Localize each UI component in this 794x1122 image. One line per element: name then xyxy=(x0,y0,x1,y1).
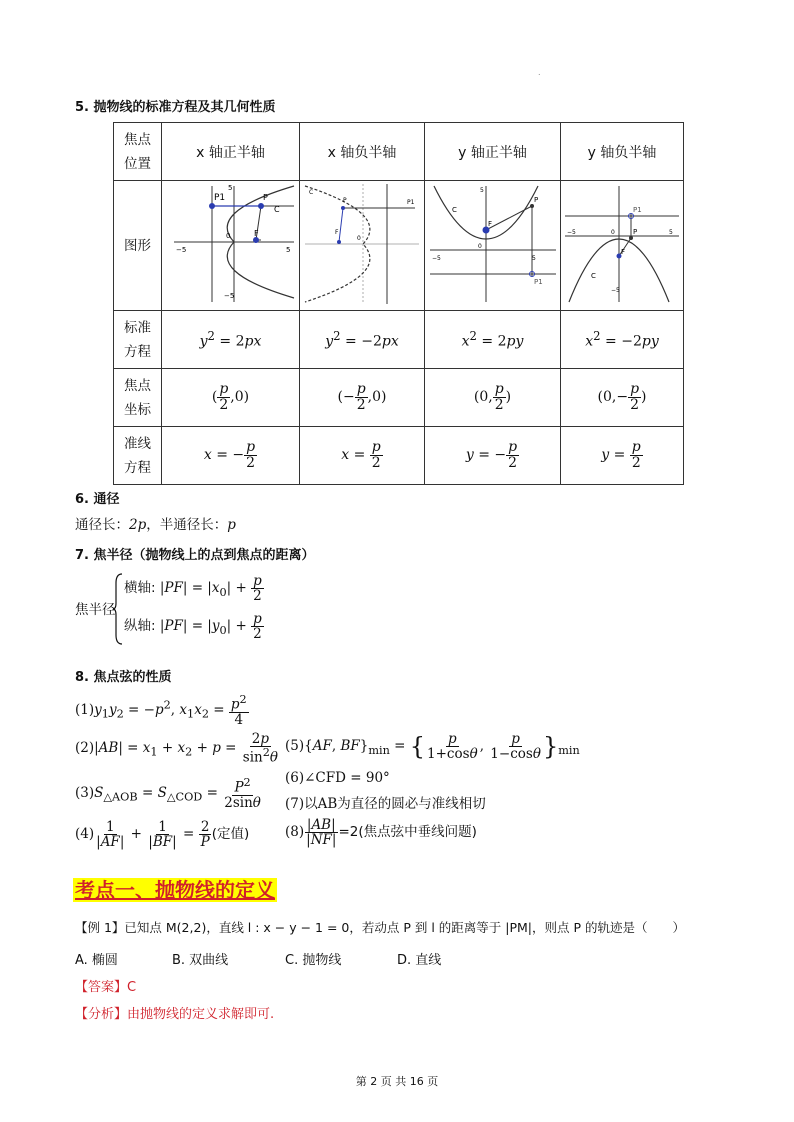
focal-radius-horizontal: 横轴: $|PF| = |x_0|$ + $\frac{p}{2}$ xyxy=(124,573,262,605)
section-6-title: 6. 通径 xyxy=(75,492,120,507)
parabola-down-svg xyxy=(563,182,681,306)
eq-y-negative: $x^2 = -2py$ xyxy=(561,311,684,369)
latus-rectum-text: 通径长：2p，半通径长：p xyxy=(75,517,236,533)
section-7-title: 7. 焦半径（抛物线上的点到焦点的距离） xyxy=(75,548,315,563)
svg-text:P1: P1 xyxy=(633,205,642,214)
chord-prop-6: (6)∠CFD = 90° xyxy=(285,770,390,786)
graph-x-positive xyxy=(162,181,300,311)
option-a: A. 椭圆 xyxy=(75,953,118,968)
section-8-title: 8. 焦点弦的性质 xyxy=(75,670,172,685)
svg-text:−5: −5 xyxy=(431,254,441,262)
example-1-question: 【例 1】已知点 M(2,2)，直线 l : x − y − 1 = 0，若动点 P 到 l 的距离等于 |PM|，则点 P 的轨迹是（ ） xyxy=(75,920,685,935)
focus-y-positive: (0, $\frac{p}{2}$ ) xyxy=(425,369,561,427)
directrix-y-negative: y = $\frac{p}{2}$ xyxy=(561,427,684,485)
answer: 【答案】C xyxy=(75,980,137,995)
row-header-equation: 标准方程 xyxy=(114,311,162,369)
svg-text:5: 5 xyxy=(227,183,232,192)
parabola-up-svg xyxy=(428,182,558,306)
chord-prop-1: $(1)y_1y_2 = -p^2$, $x_1x_2$ = $\frac{p^2}{4}$ xyxy=(75,693,247,728)
svg-text:F: F xyxy=(253,228,259,238)
chord-prop-3: $(3)S_{\triangle AOB} = S_{\triangle COD}$ = $\frac{P^2}{2\sin\theta}$ xyxy=(75,776,261,811)
label-p1: P1 xyxy=(213,192,225,203)
directrix-x-negative: x = $\frac{p}{2}$ xyxy=(300,427,425,485)
svg-text:P1: P1 xyxy=(533,277,543,286)
svg-text:5: 5 xyxy=(479,186,484,194)
col-header-x-negative: x 轴负半轴 xyxy=(300,123,425,181)
svg-text:0: 0 xyxy=(225,231,230,240)
svg-text:0: 0 xyxy=(477,242,482,250)
svg-text:−5: −5 xyxy=(567,228,576,236)
page-footer: 第 2 页 共 16 页 xyxy=(355,1075,439,1088)
chord-prop-7: (7)以AB为直径的圆必与准线相切 xyxy=(285,796,486,812)
row-header-directrix: 准线方程 xyxy=(114,427,162,485)
svg-text:5: 5 xyxy=(285,245,290,254)
section-5-title: 5. 抛物线的标准方程及其几何性质 xyxy=(75,100,276,115)
analysis: 【分析】由抛物线的定义求解即可. xyxy=(75,1007,275,1022)
svg-text:F: F xyxy=(487,219,492,228)
svg-text:P1: P1 xyxy=(407,198,415,206)
graph-y-negative xyxy=(561,181,684,311)
svg-text:F: F xyxy=(621,247,626,256)
row-header-focus: 焦点坐标 xyxy=(114,369,162,427)
focal-radius-brace xyxy=(113,573,123,645)
svg-text:P: P xyxy=(533,195,538,204)
svg-text:C: C xyxy=(451,205,457,214)
svg-text:5: 5 xyxy=(669,228,673,236)
svg-text:0: 0 xyxy=(611,228,615,236)
svg-text:P: P xyxy=(343,196,347,204)
eq-y-positive: $x^2 = 2py$ xyxy=(425,311,561,369)
parabola-properties-table xyxy=(113,122,684,485)
eq-x-positive: $y^2 = 2px$ xyxy=(162,311,300,369)
col-header-y-positive: y 轴正半轴 xyxy=(425,123,561,181)
chord-prop-2: $(2)|AB| = x_1 + x_2 + p$ = $\frac{2p}{\sin^2\theta}$ xyxy=(75,731,279,766)
directrix-x-positive: x = − $\frac{p}{2}$ xyxy=(162,427,300,485)
col-header-x-positive: x 轴正半轴 xyxy=(162,123,300,181)
eq-x-negative: $y^2 = -2px$ xyxy=(300,311,425,369)
graph-x-negative xyxy=(300,181,425,311)
chord-prop-8: (8) $\frac{|AB|}{|NF|}$ =2(焦点弦中垂线问题) xyxy=(285,817,477,849)
row-header-graph: 图形 xyxy=(114,181,162,311)
focus-x-positive: ( $\frac{p}{2}$ ,0) xyxy=(162,369,300,427)
option-d: D. 直线 xyxy=(397,953,442,968)
row-header-focus-position: 焦点位置 xyxy=(114,123,162,181)
chord-prop-5: (5){AF, $BF\}_{min}$ = { $\frac{p}{1+\cos\theta}$ , $\frac{p}{1-\cos\theta}$ }$_{min}$ xyxy=(285,731,580,763)
option-b: B. 双曲线 xyxy=(172,953,229,968)
option-c: C. 抛物线 xyxy=(285,953,342,968)
svg-text:C: C xyxy=(591,271,596,280)
focal-radius-label: 焦半径 xyxy=(75,602,116,618)
svg-text:C: C xyxy=(309,188,314,196)
svg-text:C: C xyxy=(273,204,280,214)
focal-radius-vertical: 纵轴: $|PF| = |y_0|$ + $\frac{p}{2}$ xyxy=(124,611,262,643)
svg-text:−5: −5 xyxy=(223,291,234,300)
focus-y-negative: (0,− $\frac{p}{2}$ ) xyxy=(561,369,684,427)
chord-prop-4: (4) $\frac{1}{|AF|}$ + $\frac{1}{|BF|}$ = $\frac{2}{P}$ (定值) xyxy=(75,819,250,851)
svg-text:5: 5 xyxy=(531,254,536,262)
svg-text:−5: −5 xyxy=(175,245,186,254)
graph-y-positive xyxy=(425,181,561,311)
focus-x-negative: (− $\frac{p}{2}$ ,0) xyxy=(300,369,425,427)
directrix-y-positive: y = − $\frac{p}{2}$ xyxy=(425,427,561,485)
svg-text:F: F xyxy=(335,228,339,236)
svg-text:P: P xyxy=(262,192,268,202)
svg-text:0: 0 xyxy=(357,234,361,242)
parabola-right-svg xyxy=(166,182,296,306)
col-header-y-negative: y 轴负半轴 xyxy=(561,123,684,181)
topic-heading: 考点一、抛物线的定义 xyxy=(75,878,275,902)
parabola-left-svg xyxy=(303,182,421,306)
svg-text:−5: −5 xyxy=(611,286,620,294)
svg-text:P: P xyxy=(633,227,638,236)
stray-dot: . xyxy=(538,68,541,77)
